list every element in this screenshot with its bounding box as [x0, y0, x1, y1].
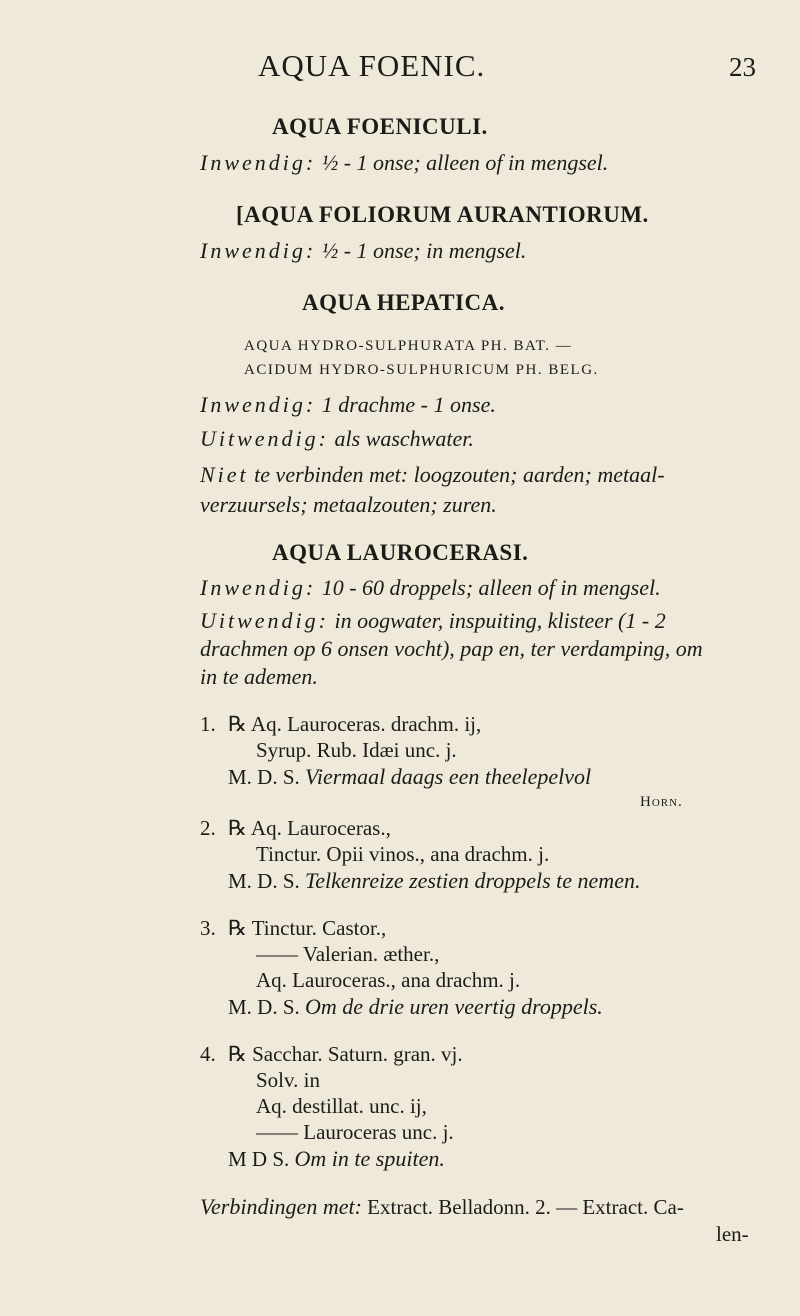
recipe-1-signature: M. D. S. Viermaal daags een theelepelvol [228, 764, 592, 789]
recipe-1-author: Horn. [640, 794, 683, 810]
usage-text: ½ - 1 onse; alleen of in mengsel. [321, 150, 609, 175]
recipe-number: 2. [200, 816, 216, 840]
recipe-number: 1. [200, 712, 216, 736]
incompatible-line-2: verzuursels; metaalzouten; zuren. [200, 492, 497, 517]
recipe-4-line-4: —— Lauroceras unc. j. [256, 1120, 454, 1144]
recipe-4-line-3: Aq. destillat. unc. ij, [256, 1094, 427, 1118]
recipe-3-line-1: 3. ℞ Tinctur. Castor., [200, 916, 387, 940]
section-title-foeniculi: AQUA FOENICULI. [272, 114, 488, 139]
section-title-foliorum: [AQUA FOLIORUM AURANTIORUM. [236, 202, 649, 227]
combinations-label: Verbindingen met: [200, 1194, 362, 1219]
recipe-2-signature: M. D. S. Telkenreize zestien droppels te nemen. [228, 868, 641, 893]
usage-line-hepatica [200, 392, 496, 418]
usage-line-foliorum [200, 238, 526, 264]
usage-text: 10 - 60 droppels; alleen of in mengsel. [321, 575, 661, 600]
recipe-2-line-1: 2. ℞ Aq. Lauroceras., [200, 816, 391, 840]
usage-text: ½ - 1 onse; in mengsel. [321, 238, 527, 263]
external-text: als waschwater. [334, 426, 474, 451]
recipe-number: 4. [200, 1042, 216, 1066]
external-label: Uitwendig: [200, 608, 329, 633]
usage-line-laurocerasi [200, 575, 661, 601]
recipe-2-line-2: Tinctur. Opii vinos., ana drachm. j. [256, 842, 550, 866]
recipe-number: 3. [200, 916, 216, 940]
external-line-laurocerasi-3: in te ademen. [200, 664, 318, 689]
external-label: Uitwendig: [200, 426, 329, 451]
synonym-line-2: ACIDUM HYDRO-SULPHURICUM PH. BELG. [244, 362, 599, 378]
usage-label: Inwendig: [200, 150, 317, 175]
incompatible-text: te verbinden met: loogzouten; aarden; metaal- [254, 462, 665, 487]
page-number: 23 [729, 52, 756, 82]
incompatible-line-1 [200, 462, 665, 488]
recipe-3-line-2: —— Valerian. æther., [256, 942, 440, 966]
running-title: AQUA FOENIC. [258, 48, 486, 83]
recipe-3-signature: M. D. S. Om de drie uren veertig droppels. [228, 994, 603, 1019]
combinations-text: Extract. Belladonn. 2. — Extract. Ca- [367, 1195, 684, 1219]
recipe-4-signature: M D S. Om in te spuiten. [228, 1146, 445, 1171]
usage-label: Inwendig: [200, 575, 317, 600]
combinations-line-2: len- [716, 1222, 749, 1246]
section-title-laurocerasi: AQUA LAUROCERASI. [272, 540, 529, 565]
recipe-1-line-1: 1. ℞ Aq. Lauroceras. drachm. ij, [200, 712, 482, 736]
external-line-laurocerasi-1 [200, 608, 666, 634]
recipe-4-line-2: Solv. in [256, 1068, 320, 1092]
page-header [0, 48, 800, 88]
usage-text: 1 drachme - 1 onse. [321, 392, 496, 417]
combinations-line-1 [200, 1194, 684, 1220]
incompatible-label: Niet [200, 462, 249, 487]
external-text: in oogwater, inspuiting, klisteer (1 - 2 [334, 608, 666, 633]
recipe-1-line-2: Syrup. Rub. Idæi unc. j. [256, 738, 457, 762]
external-line-hepatica [200, 426, 474, 452]
external-line-laurocerasi-2: drachmen op 6 onsen vocht), pap en, ter verdamping, om [200, 636, 703, 661]
synonym-line-1: AQUA HYDRO-SULPHURATA PH. BAT. — [244, 338, 573, 354]
usage-line-foeniculi [200, 150, 608, 176]
section-title-hepatica: AQUA HEPATICA. [302, 290, 505, 315]
recipe-4-line-1: 4. ℞ Sacchar. Saturn. gran. vj. [200, 1042, 463, 1066]
usage-label: Inwendig: [200, 238, 317, 263]
recipe-3-line-3: Aq. Lauroceras., ana drachm. j. [256, 968, 521, 992]
usage-label: Inwendig: [200, 392, 317, 417]
